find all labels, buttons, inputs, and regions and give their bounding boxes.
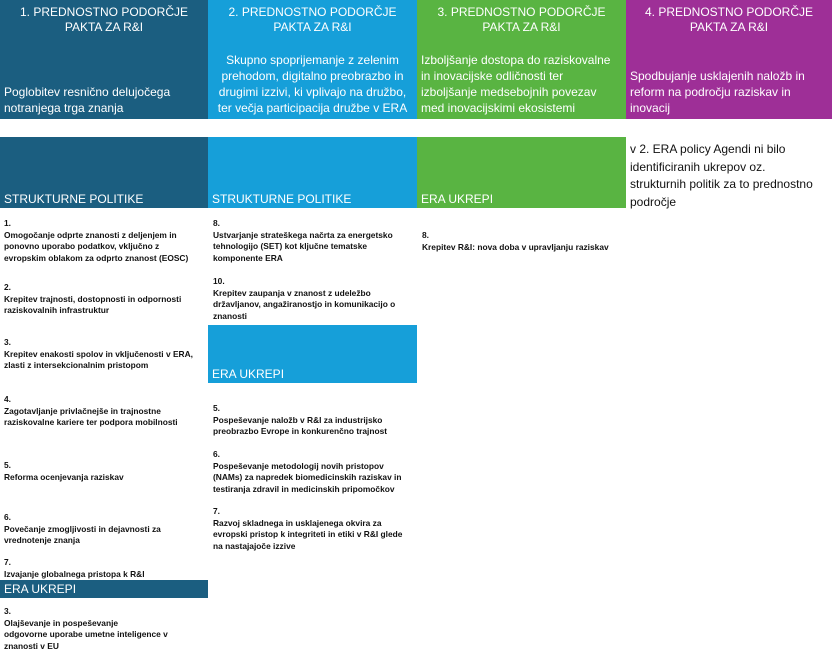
priority-area-1-description: Poglobitev resnično delujočega notranjega trga znanja [4, 85, 171, 115]
col1-item-4: 4. Zagotavljanje privlačnejše in trajnostne raziskovalne kariere ter podpora mobilnosti [4, 394, 178, 427]
col3-era-label: ERA UKREPI [421, 192, 494, 206]
priority-area-3-description: Izboljšanje dostopa do raziskovalne in inovacijske odličnosti ter izboljšanje medsebojnih povezav med inovacijskimi ekosistemi [421, 53, 611, 115]
col2-era-item-6: 6. Pospeševanje metodologij novih pristopov (NAMs) za napredek biomedicinskih raziskav in testiranja zdravil in medicinskih pripomočkov [213, 449, 402, 494]
priority-area-2-header [208, 0, 417, 119]
col1-structural-band [0, 137, 208, 208]
col1-item-6: 6. Povečanje zmogljivosti in dejavnosti za vrednotenje znanja [4, 512, 161, 545]
priority-area-4-description: Spodbujanje usklajenih naložb in reform na področju raziskav in inovacij [630, 69, 805, 115]
priority-area-4-header [626, 0, 832, 119]
col2-item-8: 8. Ustvarjanje strateškega načrta za energetsko tehnologijo (SET) kot ključne tematske komponente ERA [213, 218, 393, 263]
col1-structural-label: STRUKTURNE POLITIKE [4, 192, 144, 206]
col1-era-item-3: 3. Olajševanje in pospeševanje odgovorne uporabe umetne inteligence v znanosti v EU [4, 606, 168, 651]
col1-item-2: 2. Krepitev trajnosti, dostopnosti in odpornosti raziskovalnih infrastruktur [4, 282, 182, 315]
priority-area-2-title: 2. PREDNOSTNO PODORČJE PAKTA ZA R&I [228, 5, 397, 34]
priority-area-4-title: 4. PREDNOSTNO PODORČJE PAKTA ZA R&I [644, 5, 814, 34]
priority-area-1-title: 1. PREDNOSTNO PODORČJE PAKTA ZA R&I [19, 5, 189, 34]
priority-area-2-description: Skupno spoprijemanje z zelenim prehodom, digitalno preobrazbo in drugimi izzivi, ki vplivajo na družbo, ter večja participacija družbe v ERA [217, 53, 408, 115]
priority-area-1-header [0, 0, 208, 119]
col2-structural-band [208, 137, 417, 208]
col1-item-3: 3. Krepitev enakosti spolov in vključenosti v ERA, zlasti z intersekcionalnim pristopom [4, 337, 193, 370]
col4-note: v 2. ERA policy Agendi ni bilo identificiranih ukrepov oz. strukturnih politik za to prednostno področje [630, 142, 813, 209]
priority-area-3-title: 3. PREDNOSTNO PODORČJE PAKTA ZA R&I [437, 5, 606, 34]
col1-item-7: 7. Izvajanje globalnega pristopa k R&I [4, 557, 145, 579]
col1-era-label: ERA UKREPI [4, 582, 77, 596]
col2-era-label: ERA UKREPI [212, 367, 285, 381]
col1-item-1: 1. Omogočanje odprte znanosti z deljenjem in ponovno uporabo podatkov, vključno z evropskim oblakom za odprto znanost (EOSC) [4, 218, 189, 263]
col3-era-item-8: 8. Krepitev R&I: nova doba v upravljanju raziskav [422, 230, 609, 252]
col3-era-band [417, 137, 626, 208]
col2-structural-label: STRUKTURNE POLITIKE [212, 192, 352, 206]
col1-era-band [0, 580, 208, 598]
col2-item-10: 10. Krepitev zaupanja v znanost z udeležbo državljanov, angažiranostjo in komunikacijo o znanosti [213, 276, 396, 321]
col1-item-5: 5. Reforma ocenjevanja raziskav [4, 460, 124, 482]
col2-era-item-7: 7. Razvoj skladnega in usklajenega okvira za evropski pristop k integriteti in etiki v R&I glede na nastajajoče izzive [213, 506, 403, 551]
priority-area-3-header [417, 0, 626, 119]
col2-era-band [208, 325, 417, 383]
col2-era-item-5: 5. Pospeševanje naložb v R&I za industrijsko preobrazbo Evrope in konkurenčno trajnost [213, 403, 388, 436]
